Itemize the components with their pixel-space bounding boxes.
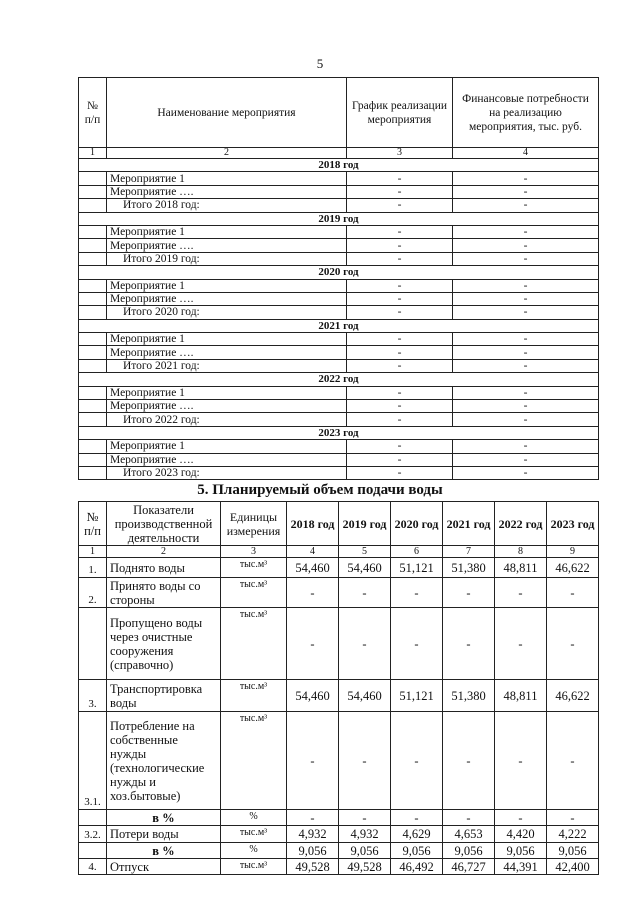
measure-name: Итого 2019 год: [107, 252, 347, 265]
row-number [79, 440, 107, 453]
year-row [79, 159, 599, 172]
measure-schedule: - [347, 172, 453, 185]
indicator-value: 9,056 [443, 843, 495, 859]
indicator-value: 46,622 [547, 558, 599, 578]
indicator-value: - [391, 608, 443, 680]
measure-finance: - [453, 346, 599, 359]
indicator-row [79, 826, 599, 843]
column-number: 2 [107, 148, 347, 159]
measure-row [79, 252, 599, 265]
header-no: № п/п [79, 502, 107, 546]
measure-row [79, 306, 599, 319]
indicator-value: 4,629 [391, 826, 443, 843]
measure-finance: - [453, 453, 599, 466]
measure-name: Мероприятие 1 [107, 172, 347, 185]
header-no: № п/п [79, 78, 107, 148]
year-label: 2021 год [79, 319, 599, 332]
header-finance: Финансовые потребности на реализацию мероприятия, тыс. руб. [453, 78, 599, 148]
measure-row [79, 172, 599, 185]
measure-name: Итого 2021 год: [107, 359, 347, 372]
year-row [79, 426, 599, 439]
measure-schedule: - [347, 239, 453, 252]
indicator-value: 9,056 [391, 843, 443, 859]
indicator-value: - [495, 578, 547, 608]
indicator-name: Поднято воды [107, 558, 221, 578]
row-number [79, 225, 107, 238]
indicator-value: - [495, 608, 547, 680]
column-number: 5 [339, 546, 391, 558]
measure-schedule: - [347, 346, 453, 359]
column-number: 1 [79, 546, 107, 558]
measure-row [79, 386, 599, 399]
row-number [79, 279, 107, 292]
measure-finance: - [453, 225, 599, 238]
indicator-value: 54,460 [287, 558, 339, 578]
row-number [79, 252, 107, 265]
header-year: 2021 год [443, 502, 495, 546]
measure-row [79, 400, 599, 413]
row-number [79, 172, 107, 185]
indicator-value: 4,932 [339, 826, 391, 843]
indicator-value: 51,380 [443, 558, 495, 578]
indicator-row [79, 712, 599, 810]
indicator-unit: тыс.м³ [221, 712, 287, 810]
measure-row [79, 466, 599, 479]
measure-finance: - [453, 359, 599, 372]
indicator-value: 49,528 [339, 859, 391, 875]
measure-row [79, 279, 599, 292]
measure-schedule: - [347, 252, 453, 265]
measure-finance: - [453, 386, 599, 399]
indicator-value: - [547, 810, 599, 826]
indicator-value: 9,056 [339, 843, 391, 859]
measure-row [79, 292, 599, 305]
measure-row [79, 359, 599, 372]
indicator-value: - [339, 810, 391, 826]
measure-name: Мероприятие 1 [107, 225, 347, 238]
column-number: 8 [495, 546, 547, 558]
measure-row [79, 346, 599, 359]
indicator-row [79, 608, 599, 680]
measure-name: Мероприятие …. [107, 239, 347, 252]
indicator-value: - [391, 712, 443, 810]
measure-finance: - [453, 466, 599, 479]
row-number [79, 306, 107, 319]
indicator-value: 51,121 [391, 558, 443, 578]
measure-name: Итого 2020 год: [107, 306, 347, 319]
indicator-name: в % [107, 810, 221, 826]
measure-schedule: - [347, 185, 453, 198]
measure-name: Итого 2022 год: [107, 413, 347, 426]
row-number: 2. [79, 578, 107, 608]
indicator-value: 51,380 [443, 680, 495, 712]
header-schedule: График реализации мероприятия [347, 78, 453, 148]
measure-name: Мероприятие 1 [107, 386, 347, 399]
indicator-value: 44,391 [495, 859, 547, 875]
section-title: 5. Планируемый объем подачи воды [197, 482, 443, 498]
indicator-value: 54,460 [287, 680, 339, 712]
year-label: 2020 год [79, 266, 599, 279]
indicator-value: - [287, 578, 339, 608]
row-number: 3.1. [79, 712, 107, 810]
indicator-value: - [443, 810, 495, 826]
measure-schedule: - [347, 225, 453, 238]
measure-schedule: - [347, 413, 453, 426]
year-row [79, 319, 599, 332]
column-number-row [79, 148, 599, 159]
row-number [79, 843, 107, 859]
indicator-value: 49,528 [287, 859, 339, 875]
indicator-value: - [339, 712, 391, 810]
indicator-value: 54,460 [339, 558, 391, 578]
column-number: 6 [391, 546, 443, 558]
year-label: 2018 год [79, 159, 599, 172]
year-row [79, 373, 599, 386]
year-row [79, 212, 599, 225]
indicator-row [79, 680, 599, 712]
measure-row [79, 199, 599, 212]
measure-name: Итого 2023 год: [107, 466, 347, 479]
column-number: 4 [287, 546, 339, 558]
indicator-value: - [287, 608, 339, 680]
indicator-value: - [443, 712, 495, 810]
indicator-name: Принято воды со стороны [107, 578, 221, 608]
indicator-value: 4,222 [547, 826, 599, 843]
indicator-value: 46,492 [391, 859, 443, 875]
indicator-value: 46,622 [547, 680, 599, 712]
indicator-value: - [547, 608, 599, 680]
header-year: 2019 год [339, 502, 391, 546]
indicator-value: 54,460 [339, 680, 391, 712]
indicator-row [79, 859, 599, 875]
measure-schedule: - [347, 306, 453, 319]
indicator-name: Потребление на собственные нужды (технологические нужды и хоз.бытовые) [107, 712, 221, 810]
row-number [79, 810, 107, 826]
year-label: 2022 год [79, 373, 599, 386]
indicator-unit: % [221, 843, 287, 859]
indicator-name: Отпуск [107, 859, 221, 875]
measure-finance: - [453, 400, 599, 413]
indicator-value: - [495, 810, 547, 826]
indicator-name: в % [107, 843, 221, 859]
row-number [79, 239, 107, 252]
indicator-name: Пропущено воды через очистные сооружения (справочно) [107, 608, 221, 680]
row-number [79, 346, 107, 359]
column-number: 2 [107, 546, 221, 558]
row-number: 1. [79, 558, 107, 578]
indicator-value: - [391, 810, 443, 826]
measure-row [79, 453, 599, 466]
year-label: 2023 год [79, 426, 599, 439]
row-number [79, 466, 107, 479]
measure-schedule: - [347, 333, 453, 346]
row-number [79, 453, 107, 466]
indicator-row [79, 810, 599, 826]
column-number: 7 [443, 546, 495, 558]
measure-finance: - [453, 172, 599, 185]
row-number [79, 608, 107, 680]
measure-finance: - [453, 292, 599, 305]
column-number-row [79, 546, 599, 558]
header-unit: Единицы измерения [221, 502, 287, 546]
measure-row [79, 413, 599, 426]
indicator-value: 42,400 [547, 859, 599, 875]
indicator-value: 46,727 [443, 859, 495, 875]
row-number [79, 185, 107, 198]
measure-finance: - [453, 440, 599, 453]
year-row [79, 266, 599, 279]
column-number: 3 [221, 546, 287, 558]
indicator-unit: тыс.м³ [221, 859, 287, 875]
measures-table [78, 77, 599, 480]
indicator-value: - [443, 578, 495, 608]
measure-row [79, 185, 599, 198]
measure-name: Мероприятие …. [107, 346, 347, 359]
measure-name: Мероприятие 1 [107, 333, 347, 346]
indicator-name: Потери воды [107, 826, 221, 843]
measure-row [79, 440, 599, 453]
indicator-unit: тыс.м³ [221, 558, 287, 578]
indicator-row [79, 558, 599, 578]
measure-name: Мероприятие …. [107, 453, 347, 466]
water-supply-table [78, 501, 599, 875]
indicator-row [79, 578, 599, 608]
measure-finance: - [453, 239, 599, 252]
measure-schedule: - [347, 386, 453, 399]
measure-schedule: - [347, 359, 453, 372]
indicator-value: 9,056 [287, 843, 339, 859]
measure-finance: - [453, 185, 599, 198]
indicator-value: - [287, 810, 339, 826]
indicator-value: - [287, 712, 339, 810]
indicator-unit: тыс.м³ [221, 608, 287, 680]
column-number: 9 [547, 546, 599, 558]
header-year: 2020 год [391, 502, 443, 546]
indicator-name: Транспортировка воды [107, 680, 221, 712]
row-number [79, 400, 107, 413]
header-measure-name: Наименование мероприятия [107, 78, 347, 148]
measure-name: Мероприятие 1 [107, 440, 347, 453]
indicator-value: 51,121 [391, 680, 443, 712]
row-number [79, 386, 107, 399]
indicator-unit: тыс.м³ [221, 826, 287, 843]
row-number [79, 413, 107, 426]
indicator-unit: тыс.м³ [221, 680, 287, 712]
measure-schedule: - [347, 400, 453, 413]
row-number [79, 333, 107, 346]
measure-name: Итого 2018 год: [107, 199, 347, 212]
indicator-value: - [443, 608, 495, 680]
header-indicator: Показатели производственной деятельности [107, 502, 221, 546]
indicator-value: 48,811 [495, 680, 547, 712]
row-number [79, 199, 107, 212]
indicator-value: - [547, 578, 599, 608]
measure-finance: - [453, 413, 599, 426]
column-number: 4 [453, 148, 599, 159]
row-number: 3. [79, 680, 107, 712]
measure-finance: - [453, 252, 599, 265]
header-year: 2022 год [495, 502, 547, 546]
measure-finance: - [453, 306, 599, 319]
indicator-value: - [339, 608, 391, 680]
indicator-value: 4,420 [495, 826, 547, 843]
indicator-row [79, 843, 599, 859]
measure-schedule: - [347, 279, 453, 292]
indicator-value: 4,653 [443, 826, 495, 843]
indicator-value: 9,056 [495, 843, 547, 859]
header-year: 2023 год [547, 502, 599, 546]
row-number [79, 292, 107, 305]
measure-schedule: - [347, 440, 453, 453]
indicator-unit: тыс.м³ [221, 578, 287, 608]
indicator-unit: % [221, 810, 287, 826]
measure-schedule: - [347, 199, 453, 212]
indicator-value: - [339, 578, 391, 608]
measure-name: Мероприятие …. [107, 292, 347, 305]
column-number: 1 [79, 148, 107, 159]
page-number: 5 [316, 56, 324, 71]
indicator-value: - [547, 712, 599, 810]
indicator-value: 48,811 [495, 558, 547, 578]
measure-finance: - [453, 333, 599, 346]
measure-schedule: - [347, 466, 453, 479]
year-label: 2019 год [79, 212, 599, 225]
measure-name: Мероприятие …. [107, 400, 347, 413]
indicator-value: - [495, 712, 547, 810]
measure-row [79, 333, 599, 346]
measure-finance: - [453, 279, 599, 292]
measure-name: Мероприятие 1 [107, 279, 347, 292]
measure-name: Мероприятие …. [107, 185, 347, 198]
column-number: 3 [347, 148, 453, 159]
measure-row [79, 225, 599, 238]
measure-row [79, 239, 599, 252]
row-number: 4. [79, 859, 107, 875]
row-number [79, 359, 107, 372]
measure-schedule: - [347, 292, 453, 305]
indicator-value: 4,932 [287, 826, 339, 843]
row-number: 3.2. [79, 826, 107, 843]
measure-finance: - [453, 199, 599, 212]
indicator-value: - [391, 578, 443, 608]
header-year: 2018 год [287, 502, 339, 546]
indicator-value: 9,056 [547, 843, 599, 859]
measure-schedule: - [347, 453, 453, 466]
